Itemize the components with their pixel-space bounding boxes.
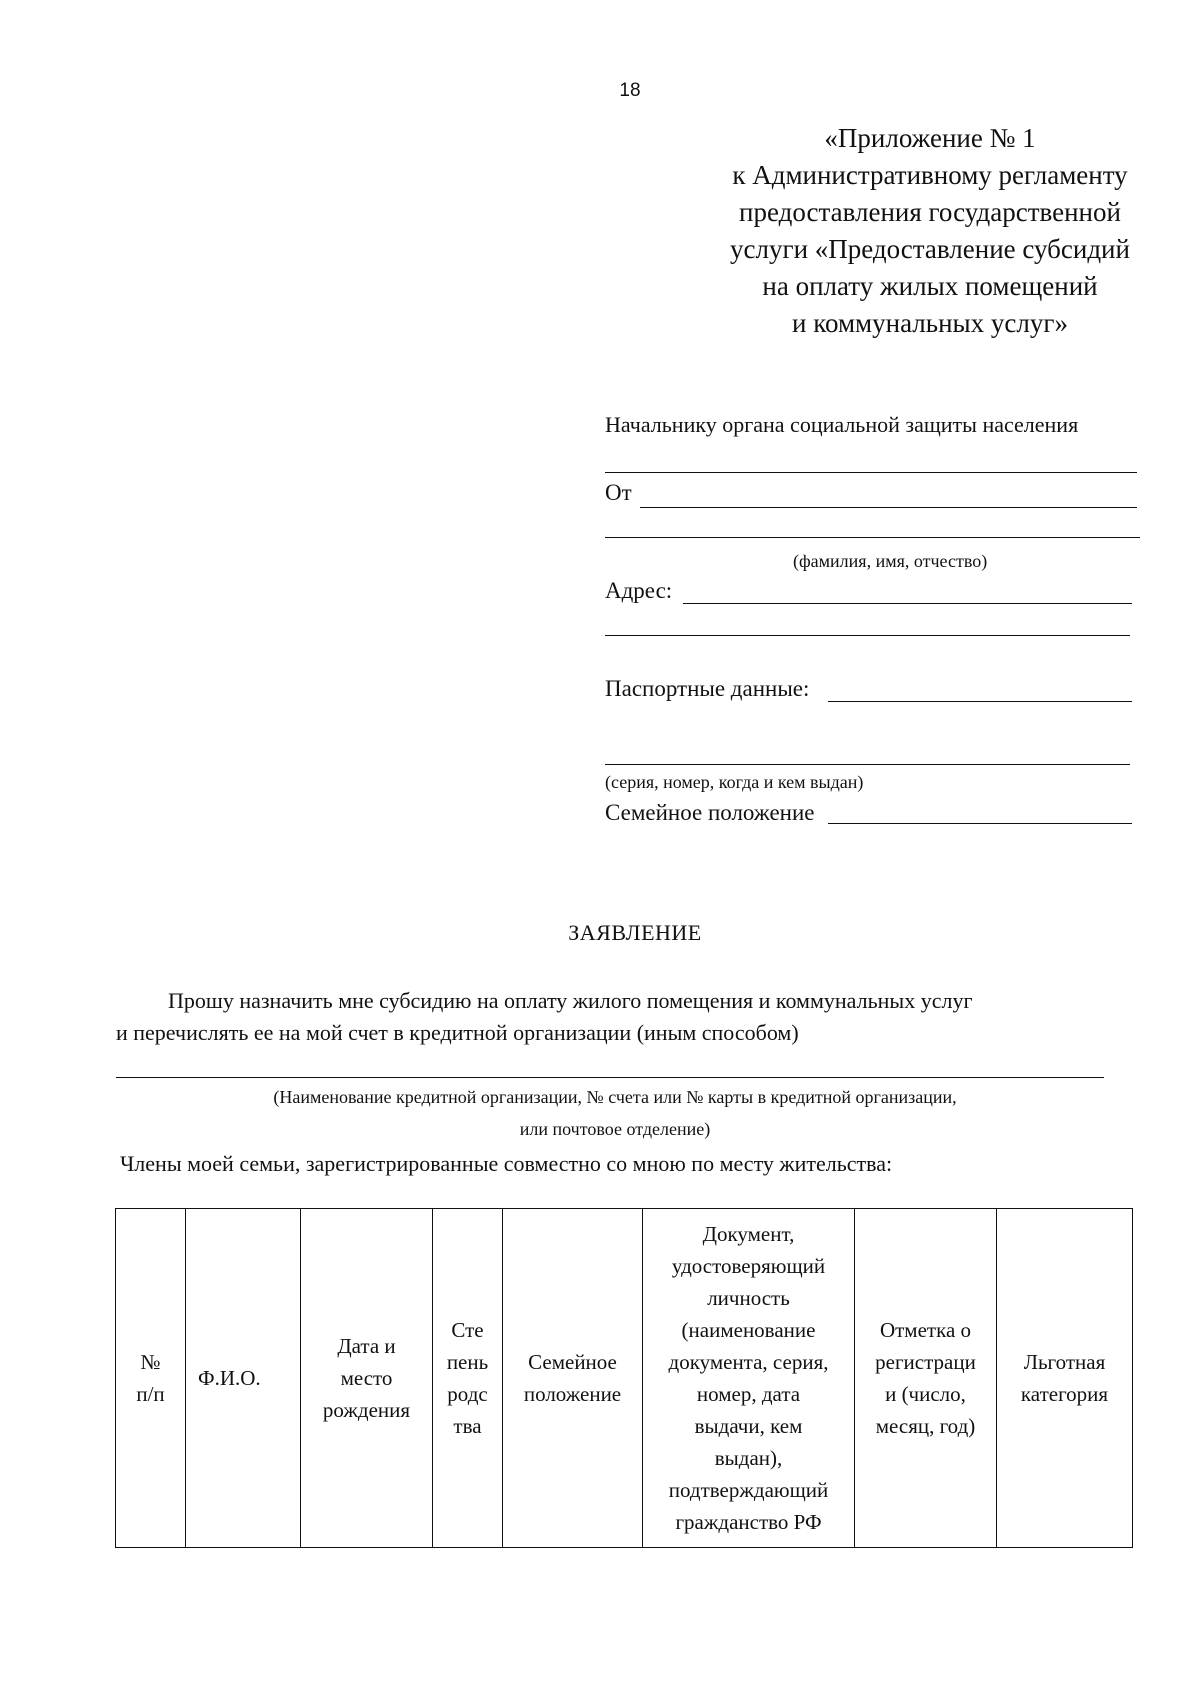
appendix-heading bbox=[690, 120, 1170, 342]
header-identity-document: Документ, удостоверяющий личность (наименование документа, серия, номер, дата выдачи, кем выдан), подтверждающий гражданство РФ bbox=[643, 1209, 855, 1548]
fio-caption: (фамилия, имя, отчество) bbox=[793, 551, 988, 571]
header-kinship: Сте пень родс тва bbox=[433, 1209, 503, 1548]
bank-details-field-line[interactable] bbox=[116, 1077, 1104, 1078]
passport-field-line-2[interactable] bbox=[605, 764, 1130, 765]
request-text-line-2: и перечислять ее на мой счет в кредитной организации (иным способом) bbox=[116, 1020, 799, 1045]
page-number: 18 bbox=[619, 80, 641, 101]
document-title: ЗАЯВЛЕНИЕ bbox=[568, 920, 702, 945]
request-text-line-1: Прошу назначить мне субсидию на оплату жилого помещения и коммунальных услуг bbox=[168, 988, 973, 1013]
addressee: Начальнику органа социальной защиты населения bbox=[605, 412, 1079, 437]
family-status-label: Семейное положение bbox=[605, 800, 815, 825]
appendix-line: «Приложение № 1 bbox=[824, 123, 1036, 153]
header-number: № п/п bbox=[116, 1209, 186, 1548]
addressee-line[interactable] bbox=[605, 472, 1137, 473]
address-label: Адрес: bbox=[605, 578, 673, 603]
passport-caption: (серия, номер, когда и кем выдан) bbox=[605, 772, 864, 792]
appendix-line: и коммунальных услуг» bbox=[792, 308, 1068, 338]
passport-label: Паспортные данные: bbox=[605, 676, 810, 701]
address-field-line[interactable] bbox=[683, 603, 1132, 604]
header-benefit-category: Льготная категория bbox=[997, 1209, 1133, 1548]
header-fio: Ф.И.О. bbox=[186, 1209, 301, 1548]
family-members-table bbox=[115, 1208, 1133, 1548]
bank-caption-line-1: (Наименование кредитной организации, № счета или № карты в кредитной организации, bbox=[273, 1087, 957, 1107]
header-family-status: Семейное положение bbox=[503, 1209, 643, 1548]
family-status-field-line[interactable] bbox=[828, 823, 1132, 824]
bank-caption-line-2: или почтовое отделение) bbox=[519, 1119, 711, 1139]
appendix-line: на оплату жилых помещений bbox=[762, 271, 1098, 301]
passport-field-line[interactable] bbox=[828, 701, 1132, 702]
from-field-line-2[interactable] bbox=[605, 537, 1140, 538]
header-birth-date-place: Дата и место рождения bbox=[301, 1209, 433, 1548]
family-members-intro: Члены моей семьи, зарегистрированные совместно со мною по месту жительства: bbox=[120, 1151, 893, 1176]
appendix-line: предоставления государственной bbox=[739, 197, 1121, 227]
address-field-line-2[interactable] bbox=[605, 635, 1130, 636]
from-label: От bbox=[605, 480, 632, 505]
from-field-line[interactable] bbox=[640, 507, 1137, 508]
table-header-row bbox=[116, 1209, 1133, 1548]
appendix-line: услуги «Предоставление субсидий bbox=[730, 234, 1130, 264]
header-registration-mark: Отметка о регистраци и (число, месяц, год) bbox=[855, 1209, 997, 1548]
appendix-line: к Административному регламенту bbox=[732, 160, 1128, 190]
